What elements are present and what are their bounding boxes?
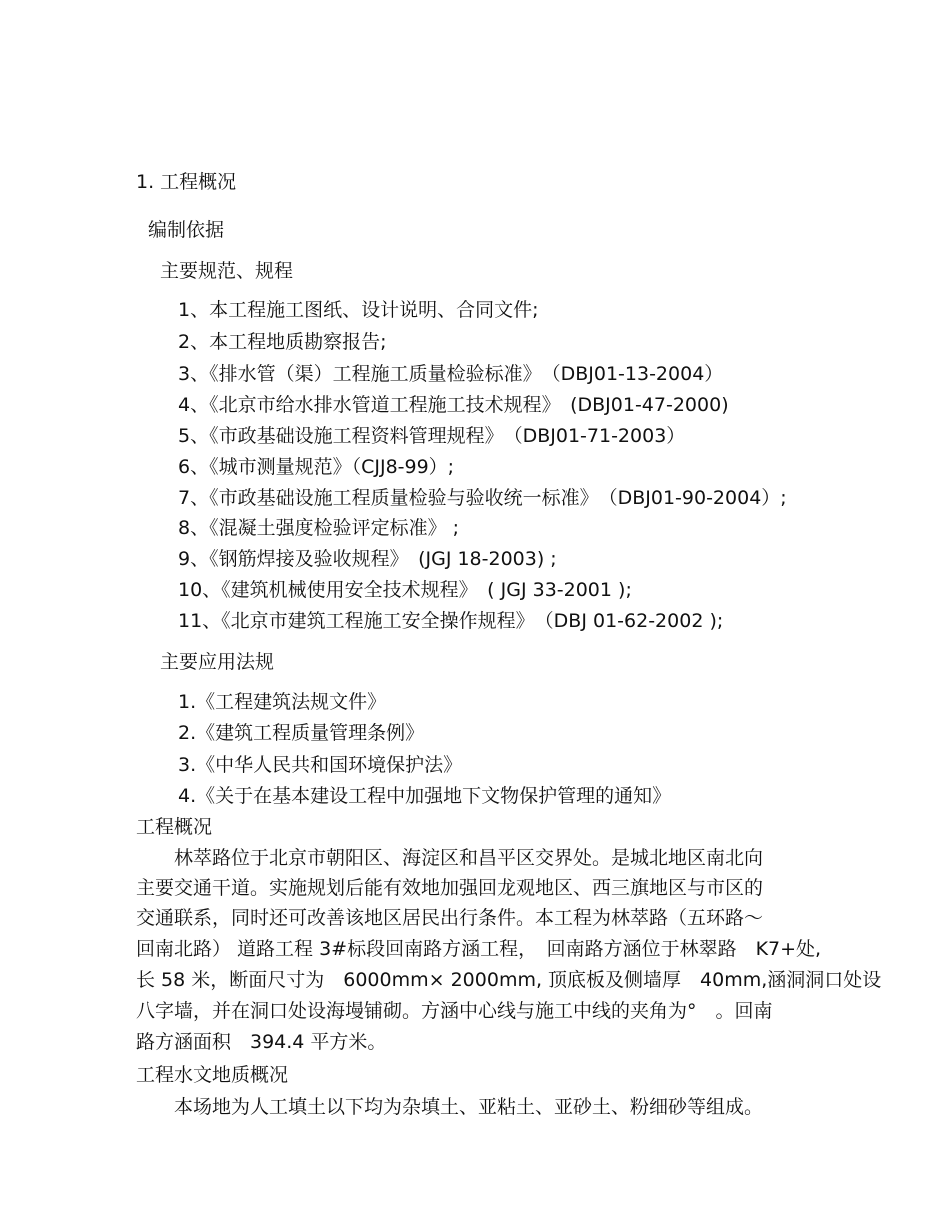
subsection-standards: 主要规范、规程: [160, 260, 294, 282]
overview-line: 林萃路位于北京市朝阳区、海淀区和昌平区交界处。是城北地区南北向: [136, 847, 764, 869]
standard-item: 4、《北京市给水排水管道工程施工技术规程》 (DBJ01-47-2000): [178, 394, 729, 416]
overview-line: 主要交通干道。实施规划后能有效地加强回龙观地区、西三旗地区与市区的: [136, 877, 764, 899]
standard-item: 6、《城市测量规范》（CJJ8-99）;: [178, 456, 455, 478]
overview-line: 路方涵面积 394.4 平方米。: [136, 1031, 387, 1053]
law-item: 3.《中华人民共和国环境保护法》: [178, 754, 463, 776]
overview-title: 工程概况: [136, 816, 213, 838]
overview-line: 交通联系，同时还可改善该地区居民出行条件。本工程为林萃路（五环路～: [136, 907, 764, 929]
standard-item: 3、《排水管（渠）工程施工质量检验标准》 （DBJ01-13-2004）: [178, 363, 724, 385]
overview-line: 八字墙，并在洞口处设海墁铺砌。方涵中心线与施工中线的夹角为° 。回南: [136, 1000, 773, 1022]
standard-item: 5、《市政基础设施工程资料管理规程》 （DBJ01-71-2003）: [178, 425, 686, 447]
standard-item: 9、《钢筋焊接及验收规程》 (JGJ 18-2003) ;: [178, 548, 557, 570]
law-item: 1.《工程建筑法规文件》: [178, 691, 387, 713]
section-title: 1. 工程概况: [136, 171, 237, 193]
overview-line: 回南北路） 道路工程 3#标段回南路方涵工程， 回南路方涵位于林翠路 K7+处,: [136, 938, 822, 960]
law-item: 2.《建筑工程质量管理条例》: [178, 722, 425, 744]
standard-item: 2、本工程地质勘察报告;: [178, 331, 387, 353]
standard-item: 1、本工程施工图纸、设计说明、合同文件;: [178, 299, 539, 321]
subsection-basis: 编制依据: [148, 219, 225, 241]
standard-item: 8、《混凝土强度检验评定标准》 ;: [178, 517, 460, 539]
standard-item: 11、《北京市建筑工程施工安全操作规程》 （DBJ 01-62-2002 );: [178, 610, 724, 632]
overview-line: 长 58 米，断面尺寸为 6000mm× 2000mm, 顶底板及侧墙厚 40mm,涵洞洞口处设: [136, 969, 882, 991]
standard-item: 7、《市政基础设施工程质量检验与验收统一标准》 （DBJ01-90-2004）;: [178, 487, 787, 509]
hydro-line: 本场地为人工填土以下均为杂填土、亚粘土、亚砂土、粉细砂等组成。: [136, 1096, 764, 1118]
law-item: 4.《关于在基本建设工程中加强地下文物保护管理的通知》: [178, 785, 672, 807]
standard-item: 10、《建筑机械使用安全技术规程》 ( JGJ 33-2001 );: [178, 579, 632, 601]
hydro-title: 工程水文地质概况: [136, 1064, 289, 1086]
subsection-laws: 主要应用法规: [160, 651, 275, 673]
